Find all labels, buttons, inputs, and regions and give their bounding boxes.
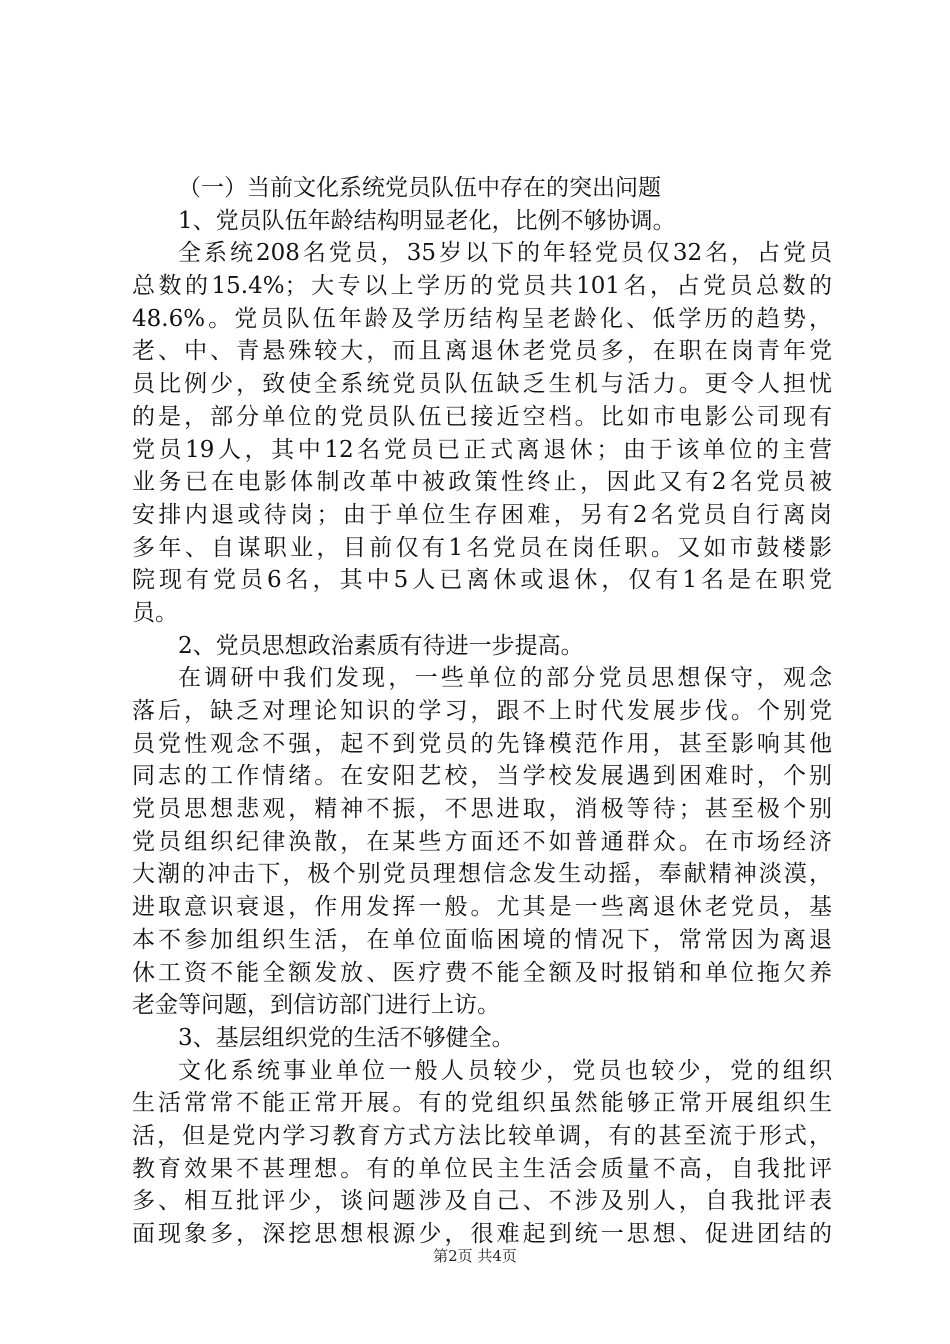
paragraph-line: 全系统208名党员，35岁以下的年轻党员仅32名，占党员 (178, 240, 832, 267)
paragraph-line: 多年、自谋职业，目前仅有1名党员在岗任职。又如市鼓楼影 (132, 534, 832, 561)
paragraph-line: 活，但是党内学习教育方式方法比较单调，有的甚至流于形式， (132, 1122, 832, 1149)
subheading: 1、党员队伍年龄结构明显老化，比例不够协调。 (178, 207, 676, 234)
page-number-footer: 第2页 共4页 (433, 1247, 517, 1265)
section-heading: （一）当前文化系统党员队伍中存在的突出问题 (178, 175, 661, 201)
paragraph-line: 进取意识衰退，作用发挥一般。尤其是一些离退休老党员，基 (132, 894, 832, 921)
paragraph-line: 本不参加组织生活，在单位面临困境的情况下，常常因为离退 (132, 926, 832, 953)
subheading: 2、党员思想政治素质有待进一步提高。 (178, 632, 584, 659)
paragraph-line: 48.6%。党员队伍年龄及学历结构呈老龄化、低学历的趋势， (132, 305, 832, 332)
paragraph-line: 业务已在电影体制改革中被政策性终止，因此又有2名党员被 (132, 469, 832, 496)
paragraph-line: 安排内退或待岗；由于单位生存困难，另有2名党员自行离岗 (132, 501, 832, 528)
paragraph-line: 多、相互批评少，谈问题涉及自己、不涉及别人，自我批评表 (132, 1188, 832, 1215)
paragraph-line: 同志的工作情绪。在安阳艺校，当学校发展遇到困难时，个别 (132, 763, 832, 790)
paragraph-line: 文化系统事业单位一般人员较少，党员也较少，党的组织 (178, 1057, 832, 1084)
paragraph-line: 生活常常不能正常开展。有的党组织虽然能够正常开展组织生 (132, 1090, 832, 1117)
document-body (132, 172, 832, 1251)
paragraph-line: 大潮的冲击下，极个别党员理想信念发生动摇，奉献精神淡漠， (132, 861, 832, 888)
paragraph-line: 落后，缺乏对理论知识的学习，跟不上时代发展步伐。个别党 (132, 698, 832, 724)
paragraph-line: 面现象多，深挖思想根源少，很难起到统一思想、促进团结的 (132, 1221, 832, 1247)
paragraph-line: 休工资不能全额发放、医疗费不能全额及时报销和单位拖欠养 (132, 959, 832, 986)
paragraph-line: 员比例少，致使全系统党员队伍缺乏生机与活力。更令人担忧 (132, 371, 832, 398)
paragraph-line: 院现有党员6名，其中5人已离休或退休，仅有1名是在职党 (132, 567, 832, 594)
paragraph-line: 总数的15.4%；大专以上学历的党员共101名，占党员总数的 (132, 273, 832, 300)
paragraph-line: 党员思想悲观，精神不振，不思进取，消极等待；甚至极个别 (132, 796, 832, 823)
paragraph-line: 员党性观念不强，起不到党员的先锋模范作用，甚至影响其他 (132, 730, 832, 757)
paragraph-line: 党员19人，其中12名党员已正式离退休；由于该单位的主营 (132, 436, 832, 463)
paragraph-line: 的是，部分单位的党员队伍已接近空档。比如市电影公司现有 (132, 403, 832, 430)
subheading: 3、基层组织党的生活不够健全。 (178, 1024, 515, 1051)
paragraph-line: 员。 (132, 599, 178, 626)
paragraph-line: 教育效果不甚理想。有的单位民主生活会质量不高，自我批评 (132, 1155, 832, 1182)
paragraph-line: 老金等问题，到信访部门进行上访。 (132, 992, 500, 1019)
paragraph-line: 在调研中我们发现，一些单位的部分党员思想保守，观念 (178, 665, 832, 692)
paragraph-line: 党员组织纪律涣散，在某些方面还不如普通群众。在市场经济 (132, 828, 832, 855)
paragraph-line: 老、中、青悬殊较大，而且离退休老党员多，在职在岗青年党 (132, 338, 832, 365)
